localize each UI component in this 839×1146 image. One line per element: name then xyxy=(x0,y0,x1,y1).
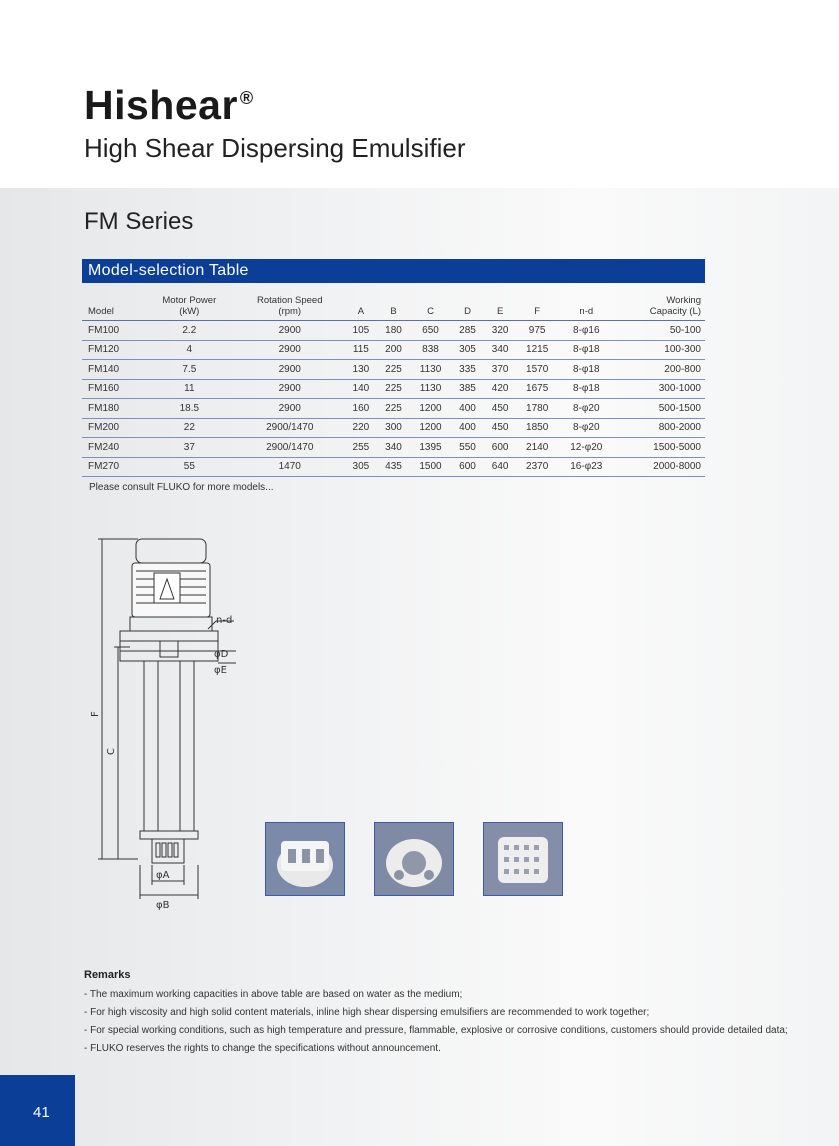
remark-item: - The maximum working capacities in above table are based on water as the medium; xyxy=(84,989,463,1000)
cell-power: 7.5 xyxy=(144,360,235,380)
cell-a: 140 xyxy=(345,379,378,399)
cell-nd: 8-φ20 xyxy=(558,418,615,438)
cell-power: 37 xyxy=(144,438,235,458)
label-d: φD xyxy=(214,649,229,660)
cell-model: FM160 xyxy=(82,379,144,399)
col-b: B xyxy=(377,284,410,321)
cell-d: 600 xyxy=(451,457,484,477)
cell-e: 640 xyxy=(484,457,517,477)
cell-d: 400 xyxy=(451,418,484,438)
cell-speed: 1470 xyxy=(235,457,345,477)
cell-nd: 8-φ18 xyxy=(558,340,615,360)
cell-capacity: 800-2000 xyxy=(615,418,705,438)
cell-speed: 2900 xyxy=(235,340,345,360)
label-e: φE xyxy=(214,665,227,676)
cell-a: 105 xyxy=(345,321,378,341)
cell-b: 340 xyxy=(377,438,410,458)
cell-b: 225 xyxy=(377,360,410,380)
table-row xyxy=(82,379,705,399)
cell-e: 370 xyxy=(484,360,517,380)
table-row xyxy=(82,321,705,341)
remarks-title: Remarks xyxy=(84,969,131,981)
cell-speed: 2900 xyxy=(235,399,345,419)
cell-power: 2.2 xyxy=(144,321,235,341)
cell-e: 320 xyxy=(484,321,517,341)
cell-power: 11 xyxy=(144,379,235,399)
rotor-stator-photo-1 xyxy=(265,822,345,896)
cell-d: 385 xyxy=(451,379,484,399)
col-model: Model xyxy=(82,284,144,321)
cell-speed: 2900 xyxy=(235,321,345,341)
cell-model: FM120 xyxy=(82,340,144,360)
label-b: φB xyxy=(156,900,170,910)
cell-c: 1130 xyxy=(410,360,451,380)
cell-c: 1395 xyxy=(410,438,451,458)
table-row xyxy=(82,418,705,438)
label-f: F xyxy=(90,711,101,717)
cell-nd: 16-φ23 xyxy=(558,457,615,477)
cell-model: FM270 xyxy=(82,457,144,477)
col-d: D xyxy=(451,284,484,321)
cell-f: 975 xyxy=(516,321,557,341)
cell-e: 450 xyxy=(484,418,517,438)
cell-a: 160 xyxy=(345,399,378,419)
cell-capacity: 50-100 xyxy=(615,321,705,341)
series-title: FM Series xyxy=(84,208,194,235)
cell-b: 225 xyxy=(377,399,410,419)
cell-model: FM100 xyxy=(82,321,144,341)
cell-b: 200 xyxy=(377,340,410,360)
col-c: C xyxy=(410,284,451,321)
table-row xyxy=(82,457,705,477)
cell-capacity: 500-1500 xyxy=(615,399,705,419)
cell-e: 450 xyxy=(484,399,517,419)
dimension-drawing xyxy=(80,525,270,910)
col-nd: n-d xyxy=(558,284,615,321)
col-motor-power: Motor Power (kW) xyxy=(144,284,235,321)
cell-capacity: 1500-5000 xyxy=(615,438,705,458)
brand-logo: Hishear ® xyxy=(84,82,254,128)
cell-b: 435 xyxy=(377,457,410,477)
table-note: Please consult FLUKO for more models... xyxy=(89,482,274,493)
cell-f: 1780 xyxy=(516,399,557,419)
cell-speed: 2900 xyxy=(235,360,345,380)
model-selection-table xyxy=(82,284,705,477)
cell-e: 420 xyxy=(484,379,517,399)
cell-b: 300 xyxy=(377,418,410,438)
cell-nd: 12-φ20 xyxy=(558,438,615,458)
cell-speed: 2900/1470 xyxy=(235,418,345,438)
cell-e: 600 xyxy=(484,438,517,458)
cell-e: 340 xyxy=(484,340,517,360)
cell-c: 838 xyxy=(410,340,451,360)
table-header-row xyxy=(82,284,705,321)
cell-b: 225 xyxy=(377,379,410,399)
page-subtitle: High Shear Dispersing Emulsifier xyxy=(84,133,466,163)
cell-d: 335 xyxy=(451,360,484,380)
col-f: F xyxy=(516,284,557,321)
cell-model: FM140 xyxy=(82,360,144,380)
cell-power: 18.5 xyxy=(144,399,235,419)
cell-d: 285 xyxy=(451,321,484,341)
cell-nd: 8-φ16 xyxy=(558,321,615,341)
cell-nd: 8-φ18 xyxy=(558,360,615,380)
cell-a: 220 xyxy=(345,418,378,438)
cell-f: 1850 xyxy=(516,418,557,438)
label-nd: n-d xyxy=(216,615,233,626)
col-e: E xyxy=(484,284,517,321)
cell-f: 1215 xyxy=(516,340,557,360)
cell-capacity: 200-800 xyxy=(615,360,705,380)
cell-a: 130 xyxy=(345,360,378,380)
cell-a: 255 xyxy=(345,438,378,458)
col-capacity: Working Capacity (L) xyxy=(615,284,705,321)
cell-f: 2140 xyxy=(516,438,557,458)
cell-d: 550 xyxy=(451,438,484,458)
remark-item: - For special working conditions, such as high temperature and pressure, flammable, explosive or corrosive conditions, customers should provide detailed data; xyxy=(84,1025,788,1036)
cell-f: 1570 xyxy=(516,360,557,380)
cell-capacity: 2000-8000 xyxy=(615,457,705,477)
cell-f: 1675 xyxy=(516,379,557,399)
cell-c: 650 xyxy=(410,321,451,341)
cell-power: 22 xyxy=(144,418,235,438)
table-title: Model-selection Table xyxy=(82,259,705,283)
cell-f: 2370 xyxy=(516,457,557,477)
cell-capacity: 300-1000 xyxy=(615,379,705,399)
table-row xyxy=(82,340,705,360)
cell-c: 1500 xyxy=(410,457,451,477)
table-row xyxy=(82,438,705,458)
remark-item: - FLUKO reserves the rights to change the specifications without announcement. xyxy=(84,1043,441,1054)
cell-power: 4 xyxy=(144,340,235,360)
table-row xyxy=(82,360,705,380)
cell-d: 400 xyxy=(451,399,484,419)
cell-a: 115 xyxy=(345,340,378,360)
cell-power: 55 xyxy=(144,457,235,477)
label-a: φA xyxy=(156,870,170,881)
cell-d: 305 xyxy=(451,340,484,360)
col-a: A xyxy=(345,284,378,321)
cell-speed: 2900/1470 xyxy=(235,438,345,458)
cell-speed: 2900 xyxy=(235,379,345,399)
cell-c: 1200 xyxy=(410,399,451,419)
table-row xyxy=(82,399,705,419)
col-rotation-speed: Rotation Speed (rpm) xyxy=(235,284,345,321)
cell-model: FM240 xyxy=(82,438,144,458)
cell-nd: 8-φ20 xyxy=(558,399,615,419)
cell-c: 1200 xyxy=(410,418,451,438)
cell-a: 305 xyxy=(345,457,378,477)
rotor-stator-photo-3 xyxy=(483,822,563,896)
cell-model: FM200 xyxy=(82,418,144,438)
cell-c: 1130 xyxy=(410,379,451,399)
cell-model: FM180 xyxy=(82,399,144,419)
label-c: C xyxy=(106,748,117,755)
rotor-stator-photo-2 xyxy=(374,822,454,896)
cell-b: 180 xyxy=(377,321,410,341)
cell-nd: 8-φ18 xyxy=(558,379,615,399)
cell-capacity: 100-300 xyxy=(615,340,705,360)
remark-item: - For high viscosity and high solid content materials, inline high shear dispersing emulsifiers are recommended to work together; xyxy=(84,1007,650,1018)
page-number: 41 xyxy=(33,1104,50,1121)
